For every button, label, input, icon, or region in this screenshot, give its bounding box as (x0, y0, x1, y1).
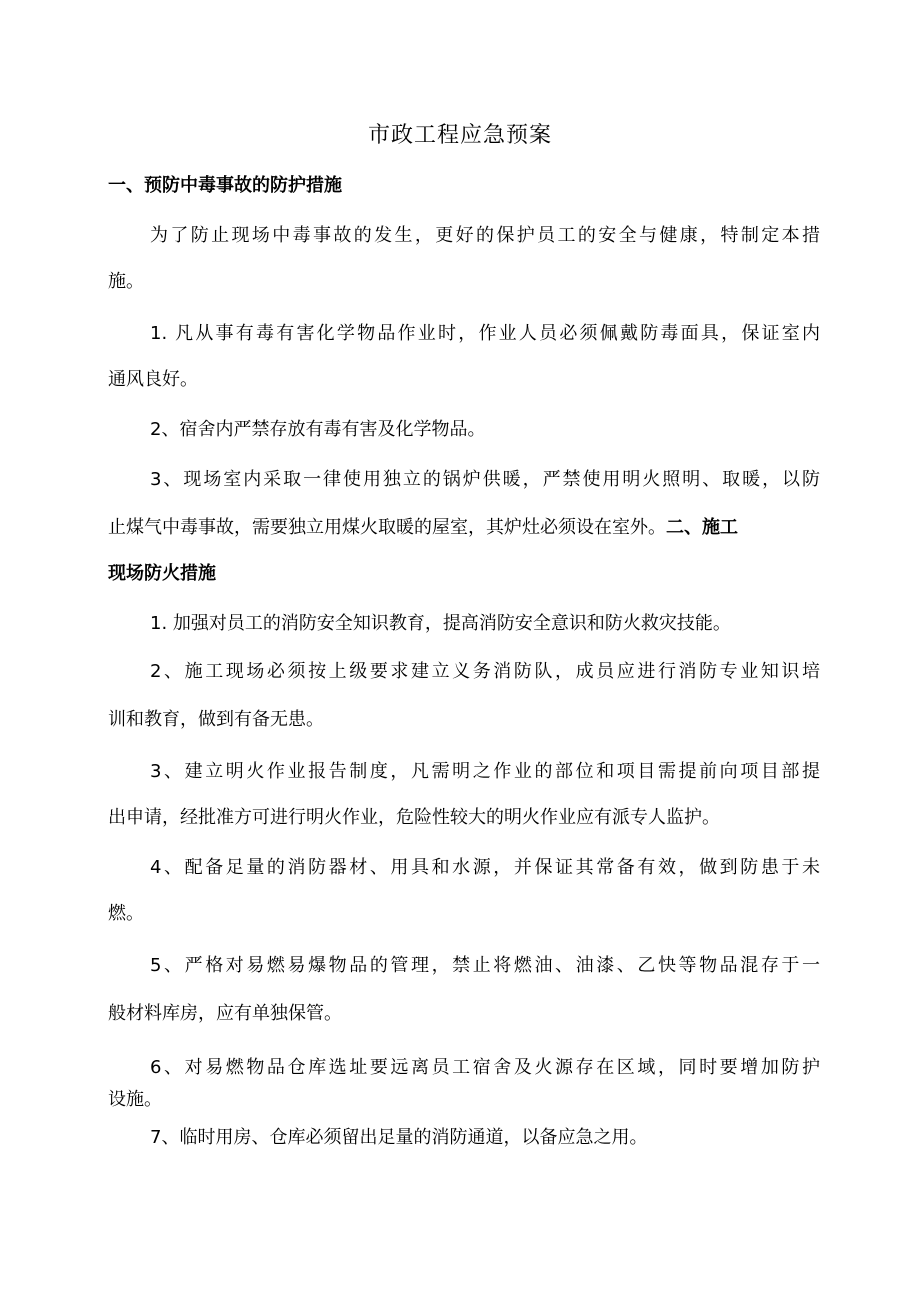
item-1-1-line-2: 通风良好。 (108, 369, 198, 390)
item-1-1-line-1: 1. 凡从事有毒有害化学物品作业时，作业人员必须佩戴防毒面具，保证室内 (150, 323, 820, 344)
item-2-4-line-1: 4、配备足量的消防器材、用具和水源，并保证其常备有效，做到防患于未 (150, 857, 820, 878)
item-1-2: 2、宿舍内严禁存放有毒有害及化学物品。 (150, 419, 486, 440)
section-heading-2-part-1: 二、施工 (666, 517, 738, 538)
item-2-5-line-1: 5、严格对易燃易爆物品的管理，禁止将燃油、油漆、乙快等物品混存于一 (150, 955, 820, 976)
item-2-2-line-1: 2、施工现场必须按上级要求建立义务消防队，成员应进行消防专业知识培 (150, 661, 820, 682)
section-heading-2-part-2: 现场防火措施 (108, 563, 216, 584)
item-2-2-line-2: 训和教育，做到有备无患。 (108, 709, 324, 730)
item-1-3-line-1: 3、现场室内采取一律使用独立的锅炉供暖，严禁使用明火照明、取暖，以防 (150, 469, 820, 490)
item-2-3-line-1: 3、建立明火作业报告制度，凡需明之作业的部位和项目需提前向项目部提 (150, 761, 820, 782)
item-2-7: 7、临时用房、仓库必须留出足量的消防通道，以备应急之用。 (150, 1127, 648, 1148)
page-title: 市政工程应急预案 (367, 123, 552, 148)
item-2-1: 1. 加强对员工的消防安全知识教育，提高消防安全意识和防火救灾技能。 (150, 613, 731, 634)
item-2-4-line-2: 燃。 (108, 903, 144, 924)
item-2-3-line-2: 出申请，经批准方可进行明火作业，危险性较大的明火作业应有派专人监护。 (108, 807, 720, 828)
intro-paragraph-line-1: 为了防止现场中毒事故的发生，更好的保护员工的安全与健康，特制定本措 (150, 225, 820, 246)
item-2-6-line-2: 设施。 (108, 1089, 162, 1110)
item-1-3-line-2-text: 止煤气中毒事故，需要独立用煤火取暖的屋室，其炉灶必须设在室外。 (108, 517, 666, 538)
intro-paragraph-line-2: 施。 (108, 271, 144, 292)
item-2-5-line-2: 般材料库房，应有单独保管。 (108, 1003, 342, 1024)
item-1-3-line-2 (108, 504, 820, 552)
item-2-6-line-1: 6、对易燃物品仓库选址要远离员工宿舍及火源存在区域，同时要增加防护 (150, 1057, 820, 1078)
section-heading-1: 一、预防中毒事故的防护措施 (108, 175, 342, 196)
